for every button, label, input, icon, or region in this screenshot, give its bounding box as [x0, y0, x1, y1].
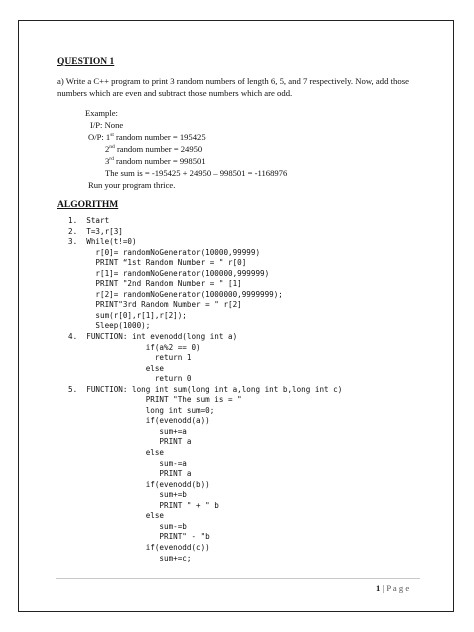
- algorithm-code-block: [68, 216, 342, 564]
- example-input: I/P: None: [90, 120, 124, 130]
- question-title: QUESTION 1: [57, 57, 115, 67]
- example-sum-line: The sum is = -195425 + 24950 – 998501 = -1168976: [105, 168, 288, 178]
- algorithm-line: 1. Start: [68, 216, 110, 225]
- algorithm-line: sum+=a: [68, 426, 187, 436]
- question-text: a) Write a C++ program to print 3 random numbers of length 6, 5, and 7 respectively. Now, add those numbers which are even and subtract those numbers which are odd.: [57, 76, 409, 98]
- algorithm-line: r[0]= randomNoGenerator(10000,99999): [68, 247, 261, 257]
- example-output-line-2: 2nd random number = 24950: [105, 144, 203, 154]
- algorithm-line: 4. FUNCTION: int evenodd(long int a): [68, 332, 238, 342]
- algorithm-line: sum-=b: [68, 521, 187, 531]
- algorithm-line: PRINT “1st Random Number = " r[0]: [68, 258, 247, 268]
- example-output-line-3: 3rd random number = 998501: [105, 156, 206, 166]
- algorithm-line: if(evenodd(b)): [68, 479, 210, 489]
- algorithm-line: sum+=c;: [68, 553, 192, 563]
- algorithm-line: sum-=a: [68, 458, 187, 468]
- algorithm-line: long int sum=0;: [68, 405, 215, 415]
- algorithm-line: else: [68, 511, 165, 521]
- algorithm-line: if(a%2 == 0): [68, 342, 201, 352]
- algorithm-line: Sleep(1000);: [68, 321, 151, 331]
- algorithm-line: PRINT a: [68, 437, 192, 447]
- algorithm-line: else: [68, 363, 165, 373]
- page-footer: 1 | P a g e: [376, 583, 410, 593]
- algorithm-line: PRINT"3rd Random Number = " r[2]: [68, 300, 242, 310]
- algorithm-line: 3. While(t!=0): [68, 237, 137, 247]
- algorithm-line: 5. FUNCTION: long int sum(long int a,long int b,long int c): [68, 384, 343, 394]
- algorithm-line: else: [68, 448, 165, 458]
- example-run-line: Run your program thrice.: [88, 180, 176, 190]
- example-output-line-1: O/P: 1st random number = 195425: [88, 132, 206, 142]
- algorithm-line: PRINT " + " b: [68, 500, 219, 510]
- algorithm-line: return 1: [68, 353, 192, 363]
- algorithm-line: PRINT a: [68, 469, 192, 479]
- algorithm-line: 2. T=3,r[3]: [68, 226, 123, 236]
- algorithm-line: r[1]= randomNoGenerator(100000,999999): [68, 268, 270, 278]
- algorithm-line: PRINT" - "b: [68, 532, 210, 542]
- algorithm-line: sum+=b: [68, 490, 187, 500]
- algorithm-title: ALGORITHM: [57, 200, 119, 210]
- algorithm-line: return 0: [68, 374, 192, 384]
- algorithm-line: PRINT "2nd Random Number = " [1]: [68, 279, 242, 289]
- algorithm-line: sum(r[0],r[1],r[2]);: [68, 310, 187, 320]
- footer-divider: [56, 578, 420, 579]
- algorithm-line: if(evenodd(a)): [68, 416, 210, 426]
- algorithm-line: PRINT "The sum is = ": [68, 395, 242, 405]
- algorithm-line: r[2]= randomNoGenerator(1000000,9999999);: [68, 289, 283, 299]
- example-label: Example:: [85, 108, 118, 118]
- algorithm-line: if(evenodd(c)): [68, 542, 210, 552]
